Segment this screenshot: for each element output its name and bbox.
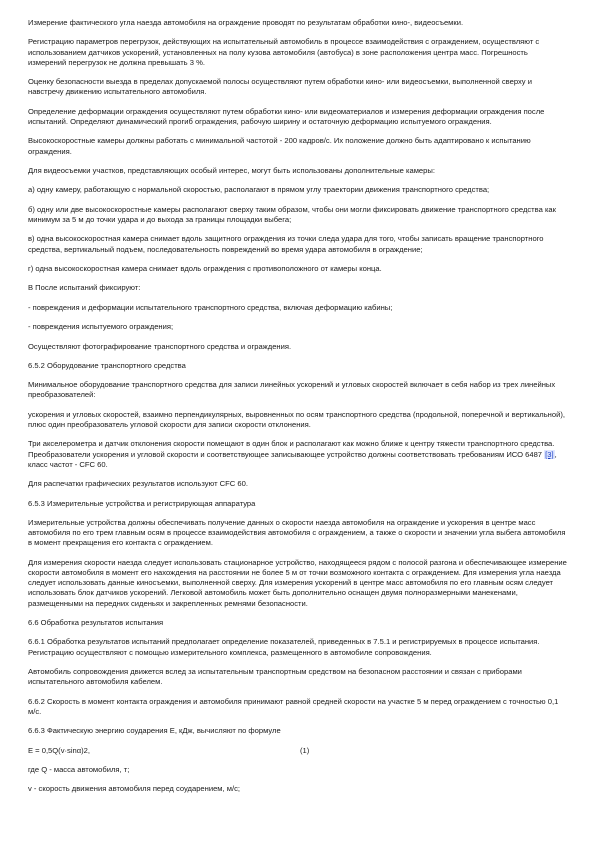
paragraph: ускорения и угловых скоростей, взаимно перпендикулярных, выровненных по осям транспортного средства (продольной, поперечной и вертикальной), плюс один преобразователь угловой скорости для записи скорости отклонения. (28, 409, 565, 430)
formula-number: (1) (300, 745, 310, 755)
list-item: - повреждения и деформации испытательного транспортного средства, включая деформацию кабины; (28, 302, 393, 312)
paragraph: где Q - масса автомобиля, т; (28, 765, 130, 774)
paragraph: Для измерения скорости наезда следует использовать стационарное устройство, находящееся рядом с полосой разгона и обеспечивающее измерение скорости автомобиля в момент его нахождения на расстоянии не более 5 м от точки возможного контакта с ограждением. Для измерения угла наезда следует использовать данные киносъемки, выполненной сверху. Для измерения ускорений в центре масс автомобиля по его главным осям следует использовать блок датчиков ускорений. Легковой автомобиль может быть дополнительно оснащен двумя полноразмерными манекенами, размещенными на передних сиденьях и закрепленных ремнями безопасности. (28, 557, 567, 608)
paragraph: Оценку безопасности выезда в пределах допускаемой полосы осуществляют путем обработки кино- или видеосъемки, выполненной сверху и навстречу движению испытательного автомобиля. (28, 77, 532, 97)
paragraph-text: Три акселерометра и датчик отклонения скорости помещают в один блок и располагают как можно ближе к центру тяжести транспортного средства. Преобразователи ускорения и угловой скорости и соответствующее записывающее устройство должны соответствовать требованиям ИСО 6487 (28, 439, 555, 459)
paragraph: Определение деформации ограждения осуществляют путем обработки кино- или видеоматериалов и измерения деформации ограждения после испытаний. Определяют динамический прогиб ограждения, рабочую ширину и остаточную деформацию испытуемого ограждения. (28, 106, 545, 126)
list-item: б) одну или две высокоскоростные камеры располагают сверху таким образом, чтобы они могли фиксировать движение транспортного средства как минимум за 5 м до точки удара и до выхода за границы площадки выбега; (28, 204, 556, 224)
list-item: а) одну камеру, работающую с нормальной скоростью, располагают в прямом углу траектории движения транспортного средства; (28, 185, 490, 195)
formula-expression: E = 0,5Q(v·sinα)2, (28, 745, 90, 755)
paragraph: В После испытаний фиксируют: (28, 283, 141, 293)
section-heading: 6.6 Обработка результатов испытания (28, 618, 164, 628)
paragraph: Регистрацию параметров перегрузок, действующих на испытательный автомобиль в процессе взаимодействия с ограждением, осуществляют с использованием датчиков ускорений, установленных на полу кузова автомобиля (автобуса) в зоне расположения центра масс. Погрешность измерений перегрузок не должна превышать 3 %. (28, 37, 540, 67)
paragraph: 6.6.3 Фактическую энергию соударения E, кДж, вычисляют по формуле (28, 726, 281, 736)
paragraph: Измерительные устройства должны обеспечивать получение данных о скорости наезда автомобиля на ограждение и ускорения в центре масс автомобиля по его трем главным осям в процессе взаимодействия автомобиля с ограждением, а также о скорости и значении угла выбега автомобиля в момент прекращения его контакта с ограждением. (28, 518, 566, 548)
list-item: г) одна высокоскоростная камера снимает вдоль ограждения с противоположного от камеры конца. (28, 263, 382, 273)
paragraph: 6.6.2 Скорость в момент контакта ограждения и автомобиля принимают равной средней скорости на участке 5 м перед ограждением с точностью 0,1 м/с. (28, 696, 559, 716)
section-heading: 6.5.2 Оборудование транспортного средства (28, 360, 186, 370)
reference-link[interactable]: [3] (545, 449, 554, 459)
list-item: - повреждения испытуемого ограждения; (28, 322, 174, 332)
formula (28, 746, 567, 756)
paragraph-text: , класс частот - CFC 60. (28, 449, 557, 469)
paragraph: Осуществляют фотографирование транспортного средства и ограждения. (28, 341, 292, 351)
paragraph: 6.6.1 Обработка результатов испытаний предполагает определение показателей, приведенных в 7.5.1 и регистрируемых в процессе испытания. Регистрацию осуществляют с помощью измерительного комплекса, размещенного в автомобиле сопровождения. (28, 637, 540, 657)
paragraph (28, 439, 567, 470)
paragraph: Измерение фактического угла наезда автомобиля на ограждение проводят по результатам обработки кино-, видеосъемки. (28, 18, 464, 27)
paragraph: Для видеосъемки участков, представляющих особый интерес, могут быть использованы дополнительные камеры: (28, 165, 435, 175)
paragraph: v - скорость движения автомобиля перед соударением, м/с; (28, 784, 240, 794)
paragraph: Высокоскоростные камеры должны работать с минимальной частотой - 200 кадров/с. Их положение должно быть адаптировано к испытанию ограждения. (28, 136, 531, 156)
paragraph: Для распечатки графических результатов используют CFC 60. (28, 479, 248, 489)
section-heading: 6.5.3 Измерительные устройства и регистрирующая аппаратура (28, 498, 256, 508)
paragraph: Автомобиль сопровождения движется вслед за испытательным транспортным средством на безопасном расстоянии и связан с приборами испытательного автомобиля кабелем. (28, 667, 522, 687)
list-item: в) одна высокоскоростная камера снимает вдоль защитного ограждения из точки следа удара для того, чтобы записать вращение транспортного средства, вертикальный подъем, последовательность повреждений во время удара автомобиля в ограждение; (28, 234, 544, 254)
paragraph: Минимальное оборудование транспортного средства для записи линейных ускорений и угловых скоростей включает в себя набор из трех линейных преобразователей: (28, 380, 556, 400)
